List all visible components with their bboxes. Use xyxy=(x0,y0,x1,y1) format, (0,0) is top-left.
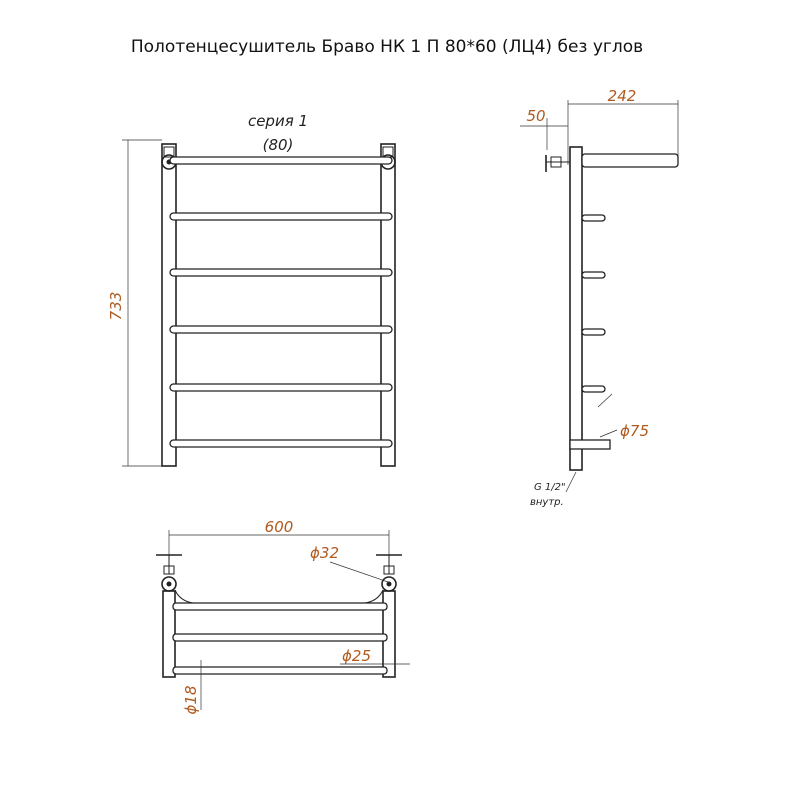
right-vertical-tube xyxy=(381,144,395,466)
series-value: (80) xyxy=(262,136,294,154)
thread-sublabel: внутр. xyxy=(530,497,564,508)
top-rung-1 xyxy=(173,603,387,610)
depth-dimension-text: 242 xyxy=(607,87,637,105)
side-rung-stub-4 xyxy=(582,386,605,392)
left-outlet-center xyxy=(167,582,172,587)
outlet-diameter-leader xyxy=(330,562,388,582)
outlet-diameter-text: ϕ32 xyxy=(310,544,339,562)
drawing-title: Полотенцесушитель Браво НК 1 П 80*60 (ЛЦ4) без углов xyxy=(130,37,644,57)
rung-6 xyxy=(170,440,392,447)
rung-2 xyxy=(170,213,392,220)
rung-diameter-text: ϕ25 xyxy=(342,647,371,665)
rung-4 xyxy=(170,326,392,333)
side-rung-stub-1 xyxy=(582,215,605,221)
small-diameter-text: ϕ18 xyxy=(182,685,200,715)
rung-1 xyxy=(170,157,392,164)
pipe-leader-1 xyxy=(598,394,612,407)
side-rung-stub-3 xyxy=(582,329,605,335)
height-dimension-text: 733 xyxy=(107,291,125,321)
top-view xyxy=(156,518,410,714)
width-dimension-text: 600 xyxy=(264,518,294,536)
side-view xyxy=(520,87,678,508)
top-rung-3 xyxy=(173,667,387,674)
right-outlet-center xyxy=(387,582,392,587)
top-curved-rail xyxy=(175,590,383,603)
pipe-leader-2 xyxy=(600,430,617,437)
offset-dimension-text: 50 xyxy=(526,107,546,125)
series-label: серия 1 xyxy=(247,112,309,130)
front-view xyxy=(107,112,395,466)
side-rung-stub-2 xyxy=(582,272,605,278)
pipe-diameter-text: ϕ75 xyxy=(620,422,649,440)
left-vertical-tube xyxy=(162,144,176,466)
rung-5 xyxy=(170,384,392,391)
side-vertical-tube xyxy=(570,147,582,470)
thread-leader xyxy=(566,472,576,492)
thread-label: G 1/2" xyxy=(534,482,566,493)
side-top-rail xyxy=(582,154,678,167)
top-rung-2 xyxy=(173,634,387,641)
side-bottom-pipe xyxy=(570,440,610,449)
rung-3 xyxy=(170,269,392,276)
